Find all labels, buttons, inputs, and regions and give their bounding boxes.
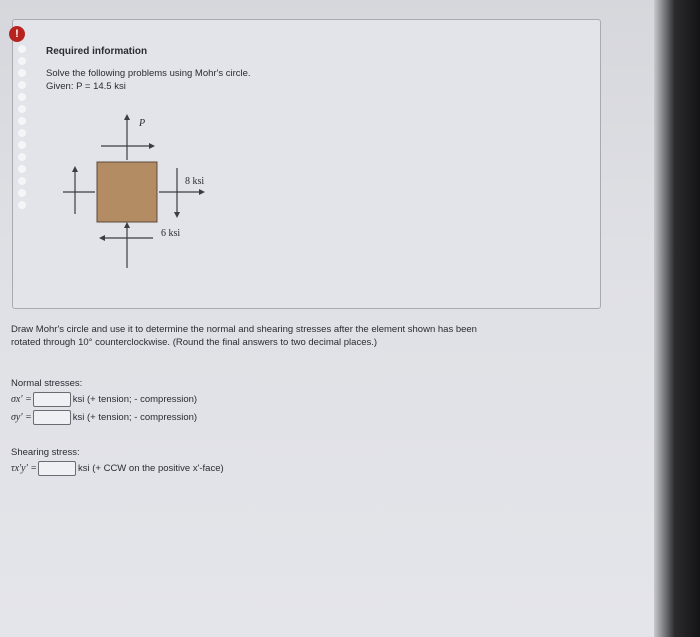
sigma-y-hint: ksi (+ tension; - compression)	[72, 412, 198, 423]
sigma-x-row	[11, 392, 197, 407]
dark-edge	[654, 0, 700, 637]
dot-icon	[18, 177, 26, 185]
dot-icon	[18, 129, 26, 137]
sigma-y-label: σy' =	[11, 412, 32, 423]
stress-element-diagram	[55, 110, 235, 280]
dot-icon	[18, 93, 26, 101]
arrowhead-icon	[199, 189, 205, 195]
arrowhead-icon	[72, 166, 78, 172]
tau-label: τx'y' =	[11, 463, 37, 474]
dot-icon	[18, 81, 26, 89]
stress-element	[97, 162, 157, 222]
normal-label: 6 ksi	[161, 228, 181, 239]
problem-statement-line1: Draw Mohr's circle and use it to determine the normal and shearing stresses after the element shown has been	[11, 324, 477, 335]
dot-icon	[18, 45, 26, 53]
arrowhead-icon	[124, 114, 130, 120]
info-title: Required information	[46, 46, 148, 57]
load-label: P	[139, 118, 146, 129]
progress-dots	[18, 45, 28, 220]
problem-statement-line2: rotated through 10° counterclockwise. (Round the final answers to two decimal places.)	[11, 337, 378, 348]
info-instruction: Solve the following problems using Mohr's circle.	[46, 68, 251, 79]
tau-input[interactable]	[38, 461, 76, 476]
info-given: Given: P = 14.5 ksi	[46, 81, 126, 92]
tau-hint: ksi (+ CCW on the positive x'-face)	[77, 463, 224, 474]
dot-icon	[18, 69, 26, 77]
dot-icon	[18, 141, 26, 149]
dot-icon	[18, 153, 26, 161]
dot-icon	[18, 165, 26, 173]
sigma-x-hint: ksi (+ tension; - compression)	[72, 394, 198, 405]
dot-icon	[18, 117, 26, 125]
sigma-x-input[interactable]	[33, 392, 71, 407]
normal-stresses-heading: Normal stresses:	[11, 378, 83, 389]
shearing-stress-heading: Shearing stress:	[11, 447, 80, 458]
shear-label: 8 ksi	[185, 176, 205, 187]
arrowhead-icon	[174, 212, 180, 218]
sigma-y-row	[11, 410, 197, 425]
alert-icon: !	[9, 26, 25, 42]
dot-icon	[18, 105, 26, 113]
dot-icon	[18, 201, 26, 209]
arrowhead-icon	[124, 222, 130, 228]
tau-row	[11, 461, 224, 476]
sigma-x-label: σx' =	[11, 394, 32, 405]
arrowhead-icon	[99, 235, 105, 241]
dot-icon	[18, 189, 26, 197]
dot-icon	[18, 57, 26, 65]
arrowhead-icon	[149, 143, 155, 149]
sigma-y-input[interactable]	[33, 410, 71, 425]
